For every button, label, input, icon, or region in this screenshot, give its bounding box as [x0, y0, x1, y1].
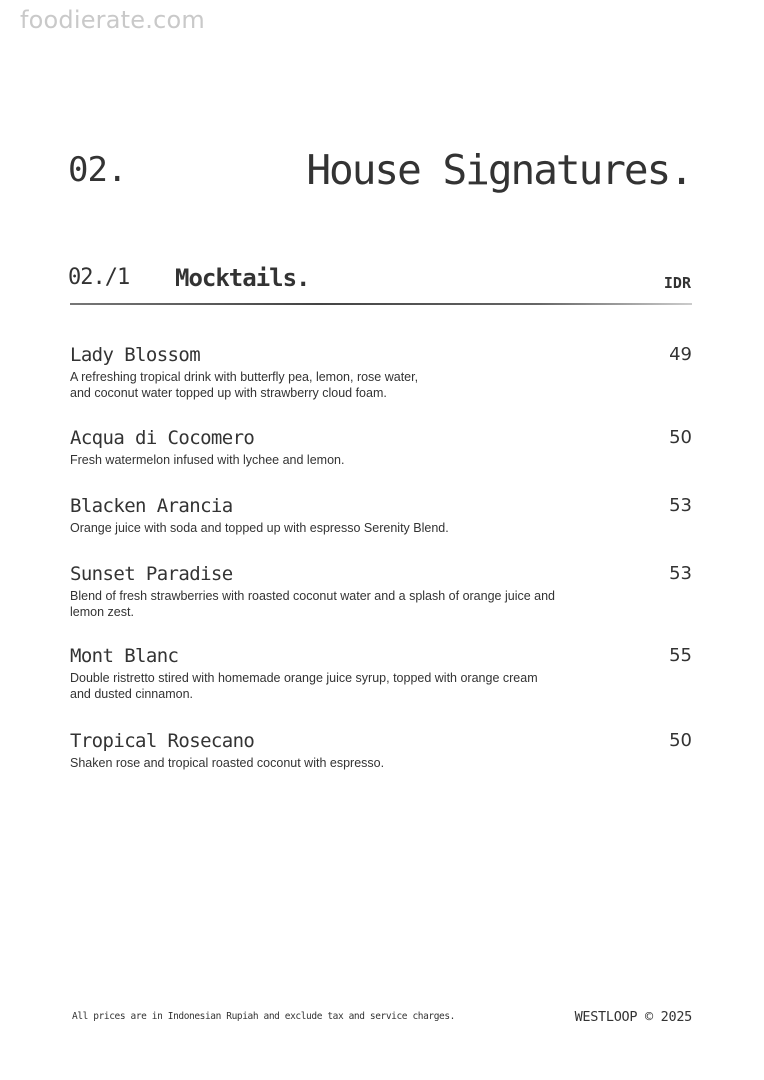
item-description-line: Double ristretto stired with homemade orange juice syrup, topped with orange cream: [70, 671, 538, 685]
menu-item: [70, 343, 692, 401]
item-description-line: lemon zest.: [70, 605, 134, 619]
menu-item: [70, 562, 692, 620]
item-name: Sunset Paradise: [70, 563, 233, 585]
menu-item: [70, 729, 692, 771]
item-name: Mont Blanc: [70, 645, 179, 667]
subsection-title: Mocktails.: [175, 264, 310, 292]
menu-item: [70, 494, 692, 536]
item-price: 50: [669, 730, 692, 751]
item-description-line: Fresh watermelon infused with lychee and lemon.: [70, 453, 345, 467]
item-name: Lady Blossom: [70, 344, 201, 366]
item-description: [70, 755, 590, 771]
item-name: Tropical Rosecano: [70, 730, 255, 752]
menu-item: [70, 426, 692, 468]
item-price: 53: [669, 495, 692, 516]
item-description: [70, 369, 590, 401]
section-number: 02.: [68, 150, 127, 190]
item-description-line: Blend of fresh strawberries with roasted coconut water and a splash of orange juice and: [70, 589, 555, 603]
item-price: 55: [669, 645, 692, 666]
watermark: foodierate.com: [20, 6, 205, 34]
item-description: [70, 588, 590, 620]
item-name: Blacken Arancia: [70, 495, 233, 517]
item-description-line: A refreshing tropical drink with butterfly pea, lemon, rose water,: [70, 370, 419, 384]
item-price: 53: [669, 563, 692, 584]
divider: [70, 303, 692, 305]
section-title: House Signatures.: [306, 146, 692, 194]
currency-label: IDR: [663, 274, 691, 292]
menu-item: [70, 644, 692, 702]
item-description-line: Orange juice with soda and topped up with espresso Serenity Blend.: [70, 521, 449, 535]
item-description: [70, 520, 590, 536]
item-description-line: and coconut water topped up with strawberry cloud foam.: [70, 386, 387, 400]
subsection-number: 02./1: [68, 265, 130, 290]
item-description-line: Shaken rose and tropical roasted coconut with espresso.: [70, 756, 385, 770]
footer-brand: WESTLOOP © 2025: [574, 1009, 692, 1025]
item-description: [70, 670, 590, 702]
item-description-line: and dusted cinnamon.: [70, 687, 194, 701]
item-name: Acqua di Cocomero: [70, 427, 255, 449]
footer-note: All prices are in Indonesian Rupiah and exclude tax and service charges.: [72, 1011, 456, 1022]
item-description: [70, 452, 590, 468]
item-price: 50: [669, 427, 692, 448]
item-price: 49: [669, 344, 692, 365]
